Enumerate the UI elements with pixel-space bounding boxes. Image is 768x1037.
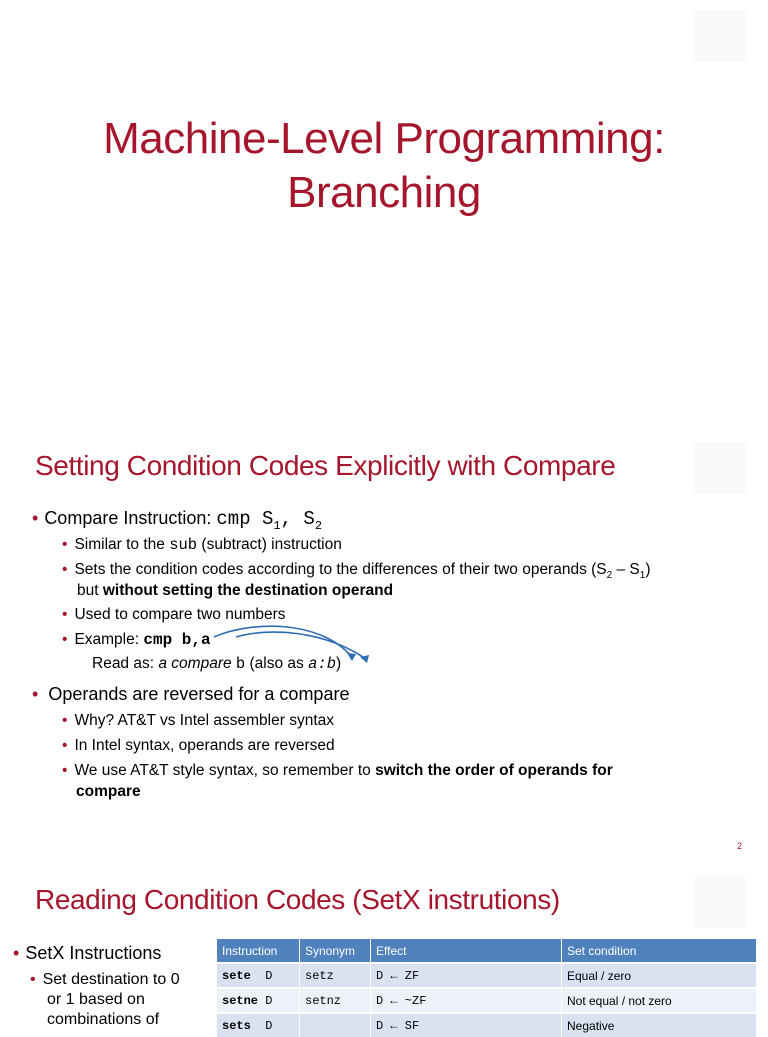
sub-bullet-similar-sub: • Similar to the sub (subtract) instruction: [62, 536, 342, 554]
sub-bullet-att-style: • We use AT&T style syntax, so remember to switch the order of operands for: [62, 762, 613, 779]
slide-title: Setting Condition Codes Explicitly with Compare: [35, 450, 616, 481]
header-synonym: Synonym: [300, 939, 371, 963]
sub-bullet-intel-syntax: • In Intel syntax, operands are reversed: [62, 737, 335, 754]
sub-bullet-compare-numbers: • Used to compare two numbers: [62, 606, 286, 623]
title-line-2: Branching: [287, 168, 481, 217]
bullet-operands-reversed: • Operands are reversed for a compare: [32, 684, 350, 704]
slide-corner-placeholder: [694, 442, 746, 494]
cell-synonym: setz: [300, 963, 371, 988]
table-row: [217, 988, 757, 1013]
bullet-dot: •: [32, 508, 39, 528]
sub-bullet-line-3: combinations of: [47, 1011, 160, 1028]
cell-effect: D ← SF: [371, 1013, 562, 1037]
cell-synonym: setnz: [300, 988, 371, 1013]
cell-condition: Not equal / not zero: [562, 988, 757, 1013]
slide-title: Reading Condition Codes (SetX instrutions): [35, 884, 560, 915]
bullet-setx: • SetX Instructions: [13, 943, 162, 963]
cell-instruction: sete D: [217, 963, 300, 988]
cell-effect: D ← ~ZF: [371, 988, 562, 1013]
cell-condition: Equal / zero: [562, 963, 757, 988]
setx-table: [217, 939, 757, 1037]
header-set-condition: Set condition: [562, 939, 757, 963]
cell-effect: D ← ZF: [371, 963, 562, 988]
cell-instruction: setne D: [217, 988, 300, 1013]
table-row: [217, 1013, 757, 1037]
setx-slide: [0, 860, 768, 1033]
sub-bullet-att-style-continued: compare: [76, 783, 141, 800]
slide-corner-placeholder: [694, 10, 746, 62]
title-line-1: Machine-Level Programming:: [103, 114, 665, 163]
sub-bullet-sets-codes: • Sets the condition codes according to the differences of their two operands $(S_2 - S_1)$: [62, 561, 651, 582]
arrowhead-b: [347, 653, 356, 661]
title-slide: [0, 0, 768, 430]
slide-corner-placeholder: [694, 876, 746, 928]
page-number: 2: [736, 841, 742, 851]
table-row: [217, 963, 757, 988]
compare-slide: [0, 430, 768, 860]
cell-instruction: sets D: [217, 1013, 300, 1037]
sub-bullet-example: • Example: cmp b,a: [62, 631, 211, 649]
title-main: [0, 112, 768, 220]
cell-condition: Negative: [562, 1013, 757, 1037]
bullet-compare-instruction: • Compare Instruction: cmp $S_1$, $S_2$: [32, 508, 323, 533]
cell-synonym: [300, 1013, 371, 1037]
sub-bullet-set-destination: • Set destination to 0: [30, 971, 180, 988]
sub-bullet-why: • Why? AT&T vs Intel assembler syntax: [62, 712, 335, 729]
read-as-line: Read as: a compare b (also as a:b): [92, 655, 342, 673]
header-effect: Effect: [371, 939, 562, 963]
sub-bullet-sets-codes-continued: but without setting the destination operand: [77, 582, 394, 599]
table-header-row: [217, 939, 757, 963]
sub-bullet-line-2: or 1 based on: [47, 991, 145, 1008]
header-instruction: Instruction: [217, 939, 300, 963]
